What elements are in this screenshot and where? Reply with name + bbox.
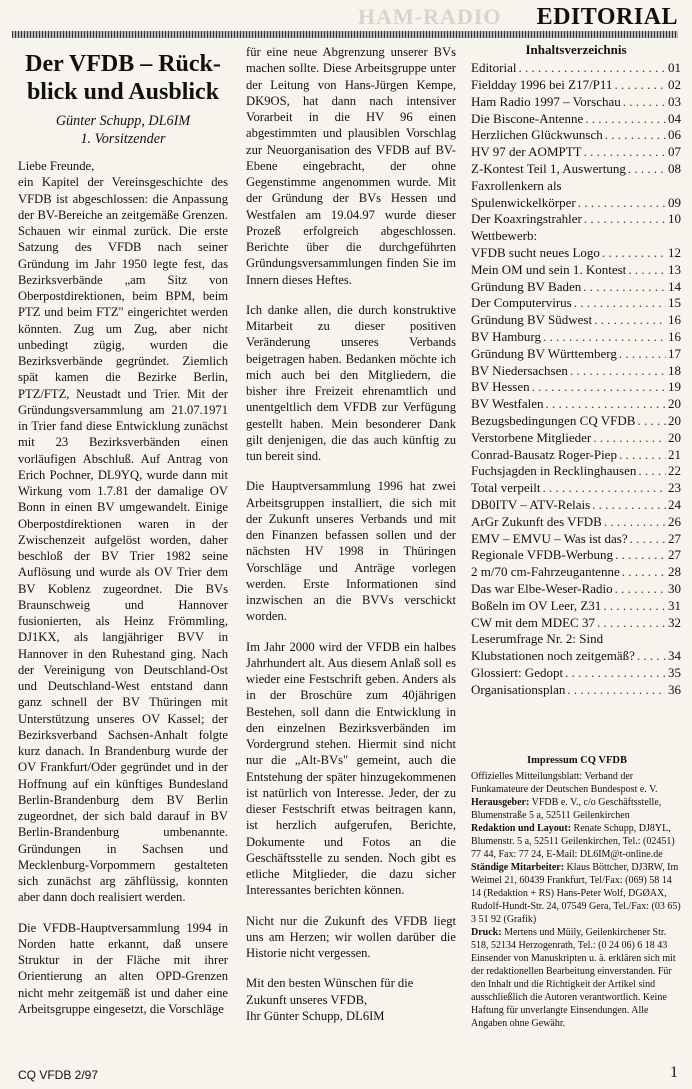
article-column-1 bbox=[18, 44, 228, 1031]
imprint-text: Mertens und Müily, Geilenkirchener Str. 518, 52134 Herzogenrath, Tel.: (0 24 06) 6 18 43 bbox=[471, 927, 668, 951]
toc-entry-prefix: Leserumfrage Nr. 2: Sind bbox=[471, 631, 604, 647]
paragraph: Liebe Freunde, ein Kapitel der Vereinsgeschichte des VFDB ist abgeschlossen: die Anpassung der BV-Bereiche an zeitgemäße Grenzen. Schauen wir einmal zurück. Die erste Satzung des VFDB nach seiner Gründung im Jahr 1950 legte fest, das Bezirksverbände „am Sitz von Oberpostdirektionen, beim BPM, beim PTZ und beim FTZ" eingerichtet werden könnten. Zug um Zug, aber nicht unbedingt zügig, wurden die Bezirksverbände gegründet. Ziemlich spät kamen die Bezirke Berlin, PTZ/FTZ, Neustadt und Trier. Mit der Gründungsversammlung am 21.07.1971 in Trier fand diese Entwicklung zunächst mit 23 Bezirksverbänden einen vorläufigen Abschluß. Auf Antrag von Erich Pochner, DL9YQ, wurde dann mit Wirkung vom 1.7.81 der damalige OV Bonn in einen BV umgewandelt. Einige Oberpostdirektionen waren in der Zwischenzeit aufgelöst worden, daher beschloß der BV Trier 1982 seine Auflösung und wurde als OV Trier dem BV Koblenz zugeordnet. Die BVs Braunschweig und Hannover fusionierten, als Heinz Frömmling, DJ1KX, als langjähriger BVV in Hannover in den Ruhestand ging. Nach der Vereinigung von Deutschland-Ost und Deutschland-West entstand dann ganz schnell der BV Thüringen mit Unterstützung unseres OV Kassel; der Bezirksverband Sachsen-Anhalt folgte kurz danach. In Brandenburg wurde der OV Frankfurt/Oder gegründet und in der Hoffnung auf ein künftiges Bundesland Berlin-Brandenburg dem BV Berlin zugeordnet, der sich bald darauf in BV Berlin-Brandenburg umbenannte. Gründungen in Sachsen und Mecklenburg-Vorpommern gestalteten sich zunächst arg zähflüssig, konnten aber dann doch realisiert werden. bbox=[18, 159, 228, 905]
toc-entry bbox=[471, 363, 681, 380]
toc-entry bbox=[471, 581, 681, 598]
toc-leader-dots bbox=[637, 648, 666, 665]
toc-entry-title: Regionale VFDB-Werbung bbox=[471, 547, 614, 563]
imprint bbox=[471, 754, 683, 1030]
toc-leader-dots bbox=[593, 430, 666, 447]
toc-entry-page: 20 bbox=[668, 396, 681, 412]
toc-leader-dots bbox=[615, 581, 666, 598]
toc-entry bbox=[471, 682, 681, 699]
toc-leader-dots bbox=[574, 295, 666, 312]
toc-entry-page: 24 bbox=[668, 496, 681, 512]
toc-entry-page: 01 bbox=[668, 60, 681, 76]
toc-entry bbox=[471, 60, 681, 77]
toc-entry-page: 04 bbox=[668, 110, 681, 126]
toc-entry-page: 16 bbox=[668, 312, 681, 328]
toc-entry-title: Boßeln im OV Leer, Z31 bbox=[471, 597, 602, 613]
toc-entry-page: 27 bbox=[668, 547, 681, 563]
toc-entry bbox=[471, 648, 681, 665]
toc-entry-title: Organisationsplan bbox=[471, 681, 566, 697]
toc-entry-title: BV Hamburg bbox=[471, 329, 541, 344]
imprint-title: Impressum CQ VFDB bbox=[527, 755, 627, 766]
toc-entry bbox=[471, 396, 681, 413]
toc-entry bbox=[471, 279, 681, 296]
paragraph: Die VFDB-Hauptversammlung 1994 in Norden hatte erkannt, daß unsere Struktur in der Fläche mit ihrer Orientierung an alten OPD-Grenzen nicht mehr zeitgemäß ist und daher eine Arbeitsgruppe eingesetzt, die Vorschläge bbox=[18, 920, 228, 1016]
toc-entry-page: 21 bbox=[668, 446, 681, 462]
toc-entry-title: Klubstationen noch zeitgemäß? bbox=[471, 648, 635, 664]
toc-entry-page: 09 bbox=[668, 194, 681, 210]
toc-entry-page: 08 bbox=[668, 161, 681, 177]
toc-leader-dots bbox=[628, 262, 666, 279]
toc-entry-page: 17 bbox=[668, 345, 681, 361]
toc-leader-dots bbox=[622, 564, 666, 581]
toc-entry-page: 07 bbox=[668, 144, 681, 160]
toc-entry bbox=[471, 413, 681, 430]
toc-entry bbox=[471, 211, 681, 228]
toc-entry bbox=[471, 547, 681, 564]
toc-entry-page: 03 bbox=[668, 93, 681, 109]
toc-leader-dots bbox=[605, 127, 666, 144]
toc-entry-title: Der Computervirus bbox=[471, 295, 572, 311]
toc-leader-dots bbox=[584, 144, 666, 161]
background-ghost-text: HAM-RADIO bbox=[358, 4, 502, 29]
toc-entry-title: Fuchsjagden in Recklinghausen bbox=[471, 463, 637, 479]
toc-entry-page: 31 bbox=[668, 597, 681, 613]
toc-entry-prefix: Faxrollenkern als bbox=[471, 177, 562, 193]
toc-leader-dots bbox=[583, 279, 666, 296]
toc-entry bbox=[471, 598, 681, 615]
toc-entry-page: 27 bbox=[668, 530, 681, 546]
toc-entry-page: 19 bbox=[668, 379, 681, 395]
toc-leader-dots bbox=[615, 547, 666, 564]
paragraph: Mit den besten Wünschen für die Zukunft unseres VFDB, Ihr Günter Schupp, DL6IM bbox=[246, 976, 414, 1023]
toc-leader-dots bbox=[584, 211, 666, 228]
toc-entry-page: 30 bbox=[668, 580, 681, 596]
toc-entry-page: 20 bbox=[668, 429, 681, 445]
imprint-text: VFDB e. V., c/o Geschäftsstelle, Blumenstraße 5 a, 52511 Geilenkirchen bbox=[471, 797, 662, 821]
imprint-line: Einsender von Manuskripten u. ä. erklären sich mit der redaktionellen Bearbeitung einverstanden. Für den Inhalt und die Richtigkeit der Artikel sind ausschließlich die Autoren verantwortlich. Keine Haftung für unverlangte Einsendungen. Alle Angaben ohne Gewähr. bbox=[471, 953, 676, 1029]
toc-entry-title: Mein OM und sein 1. Kontest bbox=[471, 261, 627, 277]
toc-entry-page: 13 bbox=[668, 261, 681, 277]
imprint-line bbox=[471, 796, 683, 822]
toc-leader-dots bbox=[543, 329, 666, 346]
toc-entry bbox=[471, 463, 681, 480]
section-label: EDITORIAL bbox=[536, 4, 678, 30]
toc-entry-title: Das war Elbe-Weser-Radio bbox=[471, 580, 613, 596]
toc-leader-dots bbox=[585, 111, 666, 128]
toc-entry-title: Gründung BV Baden bbox=[471, 278, 582, 294]
toc-leader-dots bbox=[567, 682, 666, 699]
toc-entry-title: BV Niedersachsen bbox=[471, 362, 568, 378]
toc-entry bbox=[471, 94, 681, 111]
toc-leader-dots bbox=[597, 615, 666, 632]
toc-entry-page: 20 bbox=[668, 412, 681, 428]
toc-leader-dots bbox=[592, 497, 666, 514]
toc-entry-page: 22 bbox=[668, 463, 681, 479]
toc-entry-title: Gründung BV Württemberg bbox=[471, 345, 617, 361]
toc-leader-dots bbox=[619, 346, 666, 363]
toc-leader-dots bbox=[570, 363, 666, 380]
toc-entry-title: BV Westfalen bbox=[471, 396, 544, 412]
toc-entry bbox=[471, 346, 681, 363]
issue-label: CQ VFDB 2/97 bbox=[18, 1068, 99, 1082]
toc-entry-title: BV Hessen bbox=[471, 379, 530, 395]
toc-entry bbox=[471, 295, 681, 312]
toc-entry bbox=[471, 161, 681, 178]
toc-entry-title: Glossiert: Gedopt bbox=[471, 664, 564, 680]
toc-entry-page: 34 bbox=[668, 648, 681, 664]
imprint-line bbox=[471, 861, 683, 926]
imprint-text: Renate Schupp, DJ8YL, Blumenstr. 5 a, 52511 Geilenkirchen, Tel.: (02451) 77 44, Fax: 77 24, E-Mail: DL6IM@t-online.de bbox=[471, 823, 675, 860]
paragraph: Ich danke allen, die durch konstruktive Mitarbeit zu dieser positiven Veränderung unseres Verbands beigetragen haben. Bedanken möchte ich mich auch bei den Mitgliedern, die bisher ihre Freizeit ehrenamtlich und unentgeltlich dem VFDB zur Verfügung gestellt haben. Mein besonderer Dank gilt denjenigen, die das auch künftig zu tun bereit sind. bbox=[246, 302, 456, 463]
toc-entry-title: HV 97 der AOMPTT bbox=[471, 144, 582, 160]
toc-leader-dots bbox=[603, 598, 666, 615]
toc-entry-title: Herzlichen Glückwunsch bbox=[471, 127, 603, 143]
toc-leader-dots bbox=[623, 94, 666, 111]
toc-entry bbox=[471, 615, 681, 632]
toc-entry-title: Gründung BV Südwest bbox=[471, 312, 593, 328]
toc-entry bbox=[471, 514, 681, 531]
article-column-2 bbox=[246, 44, 456, 1038]
toc-leader-dots bbox=[602, 245, 666, 262]
toc-entry bbox=[471, 195, 681, 212]
imprint-label: Ständige Mitarbeiter: bbox=[471, 862, 565, 873]
toc-entry bbox=[471, 447, 681, 464]
toc-entry-page: 32 bbox=[668, 614, 681, 630]
toc-leader-dots bbox=[614, 77, 666, 94]
toc-entry-page: 16 bbox=[668, 329, 681, 344]
imprint-label: Herausgeber: bbox=[471, 797, 530, 808]
toc-entry-title: 2 m/70 cm-Fahrzeugantenne bbox=[471, 564, 620, 580]
imprint-label: Redaktion und Layout: bbox=[471, 823, 572, 834]
toc-entry-title: VFDB sucht neues Logo bbox=[471, 245, 600, 261]
toc-entry-title: Die Biscone-Antenne bbox=[471, 110, 584, 126]
toc-leader-dots bbox=[532, 379, 666, 396]
toc-entry-title: Bezugsbedingungen CQ VFDB bbox=[471, 412, 636, 428]
toc-leader-dots bbox=[542, 480, 666, 497]
toc-entry bbox=[471, 379, 681, 396]
toc-leader-dots bbox=[594, 312, 666, 329]
toc-entry-page: 35 bbox=[668, 664, 681, 680]
imprint-text: Klaus Böttcher, DJ3RW, Im Weimel 21, 60439 Frankfurt, Tel/Fax: (069) 58 14 14 (Redaktion + RS) Hans-Peter Wolf, DGØAX, Rudolf-Hundt-Str. 24, 07549 Gera, Tel./Fax: (03 65) 3 51 92 (Grafik) bbox=[471, 862, 681, 925]
toc-leader-dots bbox=[565, 665, 666, 682]
toc-entry bbox=[471, 245, 681, 262]
toc-entry-page: 26 bbox=[668, 513, 681, 529]
article-title: Der VFDB – Rück-blick und Ausblick bbox=[25, 51, 221, 105]
imprint-line bbox=[471, 926, 683, 952]
article-author: Günter Schupp, DL6IM bbox=[55, 113, 191, 129]
toc-leader-dots bbox=[578, 195, 666, 212]
toc-entry bbox=[471, 144, 681, 161]
imprint-line: Offizielles Mitteilungsblatt: Verband der Funkamateure der Deutschen Bundespost e. V. bbox=[471, 771, 658, 795]
toc-entry-title: Fieldday 1996 bei Z17/P11 bbox=[471, 77, 613, 93]
toc-entry bbox=[471, 480, 681, 497]
toc-entry-title: Der Koaxringstrahler bbox=[471, 211, 582, 227]
toc-entry bbox=[471, 77, 681, 94]
toc-entry-title: Conrad-Bausatz Roger-Piep bbox=[471, 446, 617, 462]
toc-entry-title: Z-Kontest Teil 1, Auswertung bbox=[471, 161, 626, 177]
toc-entry-page: 18 bbox=[668, 362, 681, 378]
top-rule bbox=[12, 31, 678, 38]
paragraph: Nicht nur die Zukunft des VFDB liegt uns am Herzen; wir wollen darüber die Historie nicht vergessen. bbox=[246, 913, 456, 960]
imprint-label: Druck: bbox=[471, 927, 502, 938]
toc-leader-dots bbox=[630, 531, 666, 548]
toc-entry-page: 02 bbox=[668, 77, 681, 93]
toc-column bbox=[471, 42, 681, 699]
toc-entry bbox=[471, 564, 681, 581]
toc-entry bbox=[471, 497, 681, 514]
toc-entry-title: ArGr Zukunft des VFDB bbox=[471, 513, 602, 529]
toc-entry bbox=[471, 127, 681, 144]
toc-entry-page: 10 bbox=[668, 211, 681, 227]
toc-entry-title: CW mit dem MDEC 37 bbox=[471, 614, 595, 630]
toc-entry-title: Ham Radio 1997 – Vorschau bbox=[471, 93, 621, 109]
toc-entry-page: 15 bbox=[668, 295, 681, 311]
toc-entry-title: Spulenwickelkörper bbox=[471, 194, 576, 210]
toc-leader-dots bbox=[604, 514, 666, 531]
toc-entry-page: 23 bbox=[668, 480, 681, 496]
toc-entry bbox=[471, 312, 681, 329]
paragraph: Die Hauptversammlung 1996 hat zwei Arbeitsgruppen installiert, die sich mit der Zukunft unseres Verbands und mit den Finanzen befassen sollen und der nächsten HV 1998 in Thüringen Vorschläge und Anträge vorlegen werden. Erste Informationen sind inzwischen an die BVVs verschickt worden. bbox=[246, 479, 456, 624]
toc-entry bbox=[471, 531, 681, 548]
toc-list bbox=[471, 60, 681, 698]
toc-entry-title: DB0ITV – ATV-Relais bbox=[471, 496, 591, 512]
article-author-role: 1. Vorsitzender bbox=[80, 131, 166, 147]
toc-entry-page: 14 bbox=[668, 278, 681, 294]
toc-entry-title: Verstorbene Mitglieder bbox=[471, 429, 592, 445]
toc-entry bbox=[471, 665, 681, 682]
toc-leader-dots bbox=[638, 463, 666, 480]
toc-entry bbox=[471, 262, 681, 279]
toc-leader-dots bbox=[619, 447, 666, 464]
toc-entry-page: 36 bbox=[668, 681, 681, 697]
paragraph: für eine neue Abgrenzung unserer BVs machen sollte. Diese Arbeitsgruppe unter der Leitung von Hans-Jürgen Kempe, DK9OS, hat dann nach intensiver Vorarbeit in die HV 96 einen abgestimmten und plausiblen Vorschlag zur Neuorganisation des VFDB auf BV-Ebene eingebracht, der ohne Gegenstimme angenommen wurde. Mit der Gründung der BVs Hessen und Westfalen am 19.04.97 wurde dieser Prozeß erfolgreich abgeschlossen. Berichte über die durchgeführten Gründungsversammlungen finden Sie im Innern dieses Heftes. bbox=[246, 45, 456, 287]
toc-entry-prefix: Wettbewerb: bbox=[471, 228, 538, 244]
toc-leader-dots bbox=[628, 161, 666, 178]
toc-entry-page: 12 bbox=[668, 245, 681, 261]
toc-leader-dots bbox=[519, 60, 667, 77]
paragraph: Im Jahr 2000 wird der VFDB ein halbes Jahrhundert alt. Aus diesem Anlaß soll es wieder eine Festschrift geben. Anders als in der Broschüre zum 40jährigen Bestehen, soll dann die Entwicklung in den einzelnen Bezirksverbänden im Vordergrund stehen. Hiermit sind nicht nur die „Alt-BVs" gemeint, auch die Entstehung der später hinzugekommenen ist natürlich von Interesse. Jeder, der zu dieser Festschrift etwas beitragen kann, ist herzlich aufgerufen, Berichte, Dokumente und Fotos an die Geschäftsstelle zu senden. Noch gibt es etliche Mitglieder, die dazu sicher Interessantes berichten können. bbox=[246, 639, 456, 898]
toc-leader-dots bbox=[546, 396, 667, 413]
toc-title: Inhaltsverzeichnis bbox=[525, 42, 627, 57]
imprint-line bbox=[471, 822, 683, 861]
toc-entry bbox=[471, 329, 681, 346]
toc-entry-title: Total verpeilt bbox=[471, 480, 541, 496]
page-number: 1 bbox=[670, 1064, 678, 1081]
toc-entry-title: EMV – EMVU – Was ist das? bbox=[471, 530, 628, 546]
toc-entry-title: Editorial bbox=[471, 60, 517, 76]
toc-leader-dots bbox=[637, 413, 666, 430]
toc-entry-page: 28 bbox=[668, 564, 681, 580]
toc-entry bbox=[471, 430, 681, 447]
toc-entry-page: 06 bbox=[668, 127, 681, 143]
toc-entry bbox=[471, 111, 681, 128]
